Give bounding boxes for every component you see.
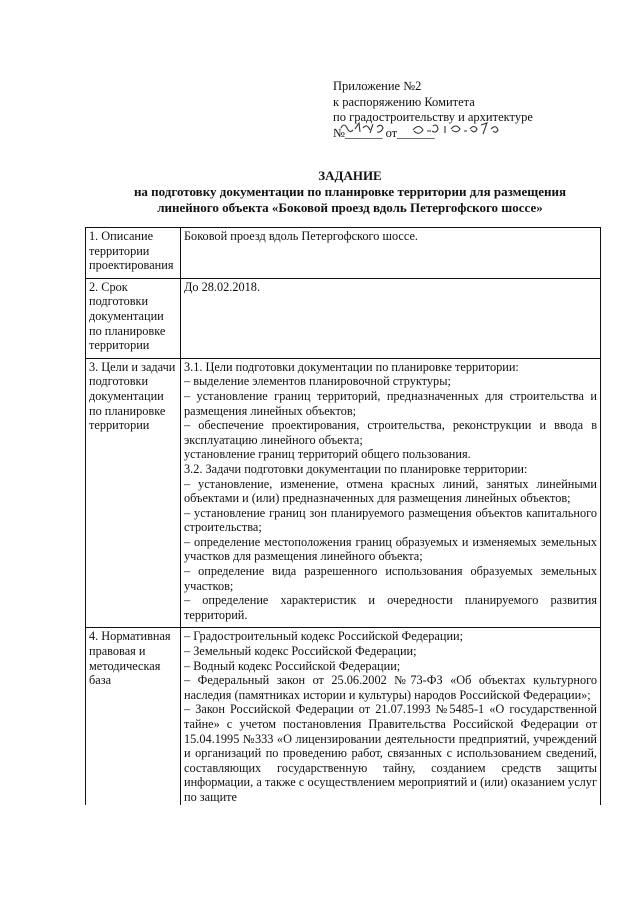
content-line: 3.1. Цели подготовки документации по планировке территории: <box>184 359 519 374</box>
content-line: – Закон Российской Федерации от 21.07.1993 №5485-1 «О государственной тайне» с учетом постановления Правительства Российской Федерации от 15.04.1995 №333 «О лицензировании деятельности предприятий, учреждений и организаций по проведению работ, связанных с использованием сведений, составляющих государственную тайну, созданием средств защиты информации, а также с осуществлением мероприятий и (или) оказанием услуг по защите <box>184 702 597 804</box>
content-line: – установление границ территорий, предназначенных для строительства и размещения линейных объектов; <box>184 388 597 418</box>
table-row-territory <box>86 228 601 279</box>
row-content <box>181 628 601 805</box>
row-content <box>181 358 601 628</box>
content-line: Боковой проезд вдоль Петергофского шоссе. <box>184 229 419 243</box>
content-line: До 28.02.2018. <box>184 279 261 294</box>
document-subtitle-line-2: линейного объекта «Боковой проезд вдоль Петергофского шоссе» <box>157 200 543 215</box>
appendix-line-3: по градостроительству и архитектуре <box>333 110 533 124</box>
date-blank: ______ <box>397 125 435 140</box>
row-content <box>181 278 601 358</box>
content-line: – определение характеристик и очередности планируемого развития территорий. <box>184 593 597 622</box>
content-line: – определение местоположения границ образуемых и изменяемых земельных участков для размещения линейного объекта; <box>184 534 597 564</box>
row-label: 1. Описание территории проектирования <box>86 228 181 279</box>
row-label: 2. Срок подготовки документации по планировке территории <box>86 278 181 358</box>
number-blank: ______ <box>344 125 383 140</box>
content-line: – обеспечение проектирования, строительства, реконструкции и ввода в эксплуатацию линейного объекта; <box>184 418 597 447</box>
content-line: – Градостроительный кодекс Российской Федерации; <box>184 629 464 644</box>
table-row-goals <box>86 358 601 628</box>
assignment-table <box>85 227 601 805</box>
content-line: – установление, изменение, отмена красных линий, занятых линейными объектами и (или) предназначенных для размещения линейных объектов; <box>184 476 597 506</box>
content-line: – определение вида разрешенного использования образуемых земельных участков; <box>184 564 597 593</box>
table-row-deadline <box>86 278 601 358</box>
content-line: – установление границ зон планируемого размещения объектов капитального строительства; <box>184 505 597 535</box>
content-line: 3.2. Задачи подготовки документации по планировке территории: <box>184 461 528 476</box>
number-prefix: № <box>333 125 345 140</box>
content-line: – Земельный кодекс Российской Федерации; <box>184 644 417 659</box>
handwritten-number-date-signature <box>335 120 555 142</box>
content-line: – Федеральный закон от 25.06.2002 №73-ФЗ «Об объектах культурного наследия (памятниках истории и культуры) народов Российской Федерации»; <box>184 673 597 702</box>
table-row-regulatory-base <box>86 628 601 805</box>
content-line: – выделение элементов планировочной структуры; <box>184 374 451 389</box>
row-label: 4. Нормативная правовая и методическая база <box>86 628 181 805</box>
document-subtitle-line-1: на подготовку документации по планировке территории для размещения <box>133 184 567 199</box>
appendix-line-2: к распоряжению Комитета <box>333 94 475 109</box>
content-line: – Водный кодекс Российской Федерации; <box>184 658 401 673</box>
row-label: 3. Цели и задачи подготовки документации по планировке территории <box>86 358 181 628</box>
date-prefix: от <box>385 125 398 140</box>
row-content <box>181 228 601 279</box>
content-line: установление границ территорий общего пользования. <box>184 447 471 462</box>
document-title: ЗАДАНИЕ <box>318 168 382 183</box>
appendix-line-1: Приложение №2 <box>333 79 422 93</box>
